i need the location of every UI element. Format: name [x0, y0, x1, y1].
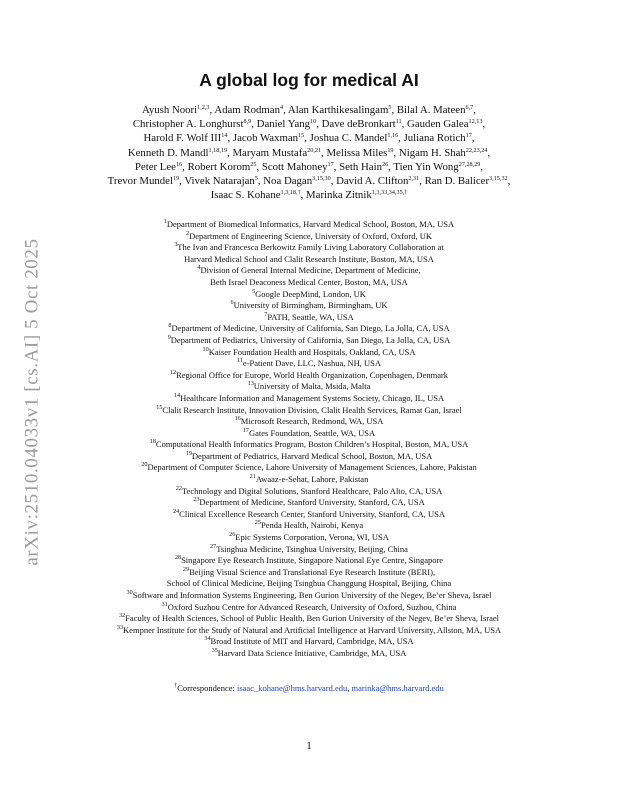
- correspondence-label: Correspondence:: [177, 683, 237, 693]
- affiliation-text: University of Malta, Msida, Malta: [253, 381, 371, 392]
- affiliation-item: [40, 544, 578, 556]
- affiliation-number: 17: [242, 426, 250, 434]
- affiliation-item: [40, 474, 578, 486]
- author-name: Christopher A. Longhurst: [132, 118, 244, 131]
- affiliation-text: Microsoft Research, Redmond, WA, USA: [240, 416, 384, 427]
- affiliation-number: 33: [116, 623, 124, 631]
- affiliation-number: 25: [254, 519, 261, 527]
- author-name: , Maryam Mustafa: [227, 146, 308, 159]
- affiliation-superscript: 1,18,19: [208, 146, 228, 154]
- affiliation-superscript: 5: [254, 175, 258, 183]
- affiliation-superscript: 17: [327, 160, 334, 168]
- affiliation-superscript: 25: [250, 160, 257, 168]
- affiliation-superscript: 4: [280, 104, 284, 111]
- affiliation-item: [40, 567, 578, 579]
- author-name: Isaac S. Kohane: [210, 189, 281, 202]
- affiliation-text: Clalit Research Institute, Innovation Division, Clalit Health Services, Ramat Gan, Israel: [162, 404, 462, 415]
- affiliation-item: [40, 265, 578, 277]
- affiliation-item: [40, 393, 578, 405]
- affiliation-text: Harvard Data Science Initiative, Cambridge, MA, USA: [217, 647, 407, 658]
- author-name: , Marinka Zitnik: [300, 189, 372, 202]
- author-name: , Melissa Miles: [321, 146, 388, 159]
- affiliation-item: [40, 497, 578, 509]
- author-line: [60, 103, 558, 117]
- author-name: ,: [507, 175, 511, 188]
- affiliation-superscript: 3,15,32: [489, 175, 508, 183]
- affiliation-text: Healthcare Information and Management Systems Society, Chicago, IL, USA: [180, 392, 445, 403]
- affiliation-item: [40, 578, 578, 590]
- affiliation-item: [40, 277, 578, 289]
- affiliation-item: [40, 555, 578, 567]
- email-link-kohane[interactable]: isaac_kohane@hms.harvard.edu: [236, 683, 348, 693]
- affiliation-number: 18: [149, 438, 156, 446]
- affiliation-superscript: 10: [310, 118, 317, 126]
- author-name: , David A. Clifton: [330, 175, 409, 188]
- affiliation-superscript: 17: [465, 132, 472, 140]
- author-name: , Gauden Galea: [401, 118, 469, 131]
- author-name: , Bilal A. Mateen: [391, 104, 466, 116]
- affiliation-item: [40, 625, 578, 637]
- affiliation-item: [40, 381, 578, 393]
- affiliation-list: [40, 219, 578, 660]
- affiliation-text: Department of Medicine, Stanford University, Stanford, CA, USA: [199, 497, 425, 508]
- author-name: Trevor Mundel: [107, 175, 173, 188]
- affiliation-item: [40, 439, 578, 451]
- affiliation-number: 15: [156, 403, 163, 411]
- author-name: ,: [471, 132, 475, 145]
- page-number: 1: [306, 740, 312, 752]
- author-name: ,: [473, 104, 476, 116]
- affiliation-text: University of Birmingham, Birmingham, UK: [233, 300, 388, 311]
- affiliation-number: 24: [172, 507, 180, 515]
- author-name: , Noa Dagan: [257, 175, 313, 188]
- affiliation-number: 13: [247, 380, 254, 388]
- affiliation-superscript: 1,3,18,†: [280, 189, 301, 197]
- dagger-mark: †: [174, 682, 178, 689]
- affiliation-item: [40, 428, 578, 440]
- affiliation-superscript: 1,16: [387, 132, 399, 140]
- affiliation-number: 8: [168, 322, 172, 330]
- affiliation-superscript: 11: [395, 118, 402, 126]
- author-line: [60, 131, 558, 145]
- affiliation-number: 9: [167, 333, 171, 341]
- affiliation-number: 27: [210, 542, 217, 550]
- affiliation-text: Department of Pediatrics, Harvard Medical School, Boston, MA, USA: [191, 450, 433, 461]
- affiliation-text: Software and Information Systems Engineering, Ben Gurion University of the Negev, Be’er Sheva, Israel: [132, 590, 492, 600]
- affiliation-text: e-Patient Dave, LLC, Nashua, NH, USA: [242, 358, 382, 369]
- affiliation-item: [40, 358, 578, 370]
- affiliation-superscript: 27,28,29: [458, 160, 481, 168]
- affiliation-text: Regional Office for Europe, World Health Organization, Copenhagen, Denmark: [176, 369, 449, 380]
- affiliation-number: 6: [230, 299, 234, 307]
- affiliation-text: Department of Computer Science, Lahore University of Management Sciences, Lahore, Pakistan: [147, 462, 477, 473]
- affiliation-item: [40, 590, 578, 602]
- author-name: , Daniel Yang: [251, 118, 311, 131]
- affiliation-number: 23: [193, 496, 200, 504]
- author-name: Ayush Noori: [142, 104, 198, 116]
- affiliation-item: [40, 254, 578, 266]
- affiliation-text: Tsinghua Medicine, Tsinghua University, Beijing, China: [216, 543, 408, 554]
- affiliation-number: 12: [169, 368, 177, 376]
- affiliation-number: 34: [204, 635, 211, 643]
- author-name: , Juliana Rotich: [398, 132, 466, 145]
- affiliation-text: Faculty of Health Sciences, School of Public Health, Ben Gurion University of the Negev, Be’er Sheva, Israel: [125, 613, 499, 624]
- affiliation-superscript: 16: [175, 160, 183, 168]
- affiliation-item: [40, 370, 578, 382]
- affiliation-number: 21: [249, 473, 256, 481]
- affiliation-text: Department of Biomedical Informatics, Harvard Medical School, Boston, MA, USA: [166, 219, 455, 229]
- affiliation-superscript: 1,3,33,34,35,†: [371, 189, 408, 197]
- affiliation-item: [40, 648, 578, 660]
- author-name: , Scott Mahoney: [256, 160, 328, 173]
- author-name: , Tien Yin Wong: [388, 160, 459, 173]
- author-name: ,: [480, 160, 484, 173]
- affiliation-item: [40, 451, 578, 463]
- affiliation-superscript: 3,15,30: [312, 175, 331, 183]
- affiliation-number: 14: [173, 391, 181, 399]
- affiliation-superscript: 5: [388, 104, 392, 111]
- email-separator: ,: [347, 683, 352, 693]
- affiliation-item: [40, 405, 578, 417]
- affiliation-superscript: 14: [221, 132, 228, 140]
- affiliation-text: Kempner Institute for the Study of Natural and Artificial Intelligence at Harvard University, Allston, MA, USA: [123, 624, 502, 635]
- affiliation-superscript: 26: [381, 160, 389, 168]
- affiliation-item: [40, 219, 578, 231]
- affiliation-text: Computational Health Informatics Program, Boston Children’s Hospital, Boston, MA, USA: [155, 439, 469, 450]
- affiliation-item: [40, 335, 578, 347]
- affiliation-number: 22: [175, 484, 182, 492]
- author-name: , Seth Hain: [333, 160, 382, 173]
- affiliation-item: [40, 520, 578, 532]
- author-name: , Vivek Natarajan: [179, 175, 255, 188]
- author-list: [60, 103, 558, 202]
- affiliation-number: 4: [197, 264, 201, 272]
- affiliation-number: 28: [174, 554, 182, 562]
- affiliation-item: [40, 323, 578, 335]
- affiliation-number: 5: [252, 287, 256, 295]
- affiliation-number: 16: [234, 415, 241, 423]
- affiliation-number: 30: [126, 589, 133, 596]
- author-name: ,: [487, 146, 491, 159]
- correspondence-line: [0, 683, 618, 693]
- affiliation-text: Department of Pediatrics, University of California, San Diego, La Jolla, CA, USA: [170, 334, 451, 345]
- affiliation-text: Clinical Excellence Research Center, Stanford University, Stanford, CA, USA: [179, 508, 446, 519]
- author-line: [60, 146, 558, 160]
- author-name: , Dave deBronkart: [316, 118, 396, 131]
- author-line: [60, 117, 558, 131]
- affiliation-superscript: 20,21: [307, 146, 322, 154]
- affiliation-text: Penda Health, Nairobi, Kenya: [260, 520, 364, 531]
- affiliation-text: Gates Foundation, Seattle, WA, USA: [249, 427, 376, 438]
- affiliation-text: Broad Institute of MIT and Harvard, Cambridge, MA, USA: [210, 636, 414, 647]
- email-link-zitnik[interactable]: marinka@hms.harvard.edu: [351, 683, 444, 693]
- affiliation-number: 29: [182, 565, 190, 573]
- affiliation-number: 2: [186, 229, 190, 237]
- affiliation-text: School of Clinical Medicine, Beijing Tsinghua Changgung Hospital, Beijing, China: [166, 578, 452, 589]
- affiliation-number: 31: [161, 600, 168, 608]
- affiliation-item: [40, 486, 578, 498]
- affiliation-number: 26: [229, 531, 236, 539]
- affiliation-superscript: 1,2,3: [197, 104, 210, 111]
- author-name: , Joshua C. Mandel: [304, 132, 388, 145]
- affiliation-superscript: 19: [172, 175, 180, 183]
- affiliation-text: Singapore Eye Research Institute, Singapore National Eye Centre, Singapore: [181, 555, 444, 566]
- author-line: [60, 174, 558, 188]
- affiliation-number: 11: [236, 357, 243, 365]
- paper-title: A global log for medical AI: [199, 70, 419, 90]
- author-name: , Robert Korom: [182, 160, 251, 173]
- author-line: [60, 188, 558, 202]
- affiliation-text: PATH, Seattle, WA, USA: [267, 311, 354, 322]
- author-name: ,: [482, 118, 486, 131]
- affiliation-superscript: 8,9: [243, 118, 252, 126]
- affiliation-item: [40, 347, 578, 359]
- affiliation-item: [40, 231, 578, 243]
- affiliation-text: Department of Medicine, University of California, San Diego, La Jolla, CA, USA: [171, 323, 450, 334]
- affiliation-text: Beth Israel Deaconess Medical Center, Boston, MA, USA: [210, 276, 408, 287]
- author-line: [60, 160, 558, 174]
- affiliation-text: Oxford Suzhou Centre for Advanced Research, University of Oxford, Suzhou, China: [167, 601, 457, 612]
- affiliation-superscript: 22,23,24: [465, 146, 488, 154]
- author-name: , Adam Rodman: [209, 104, 280, 116]
- affiliation-text: Technology and Digital Solutions, Stanford Healthcare, Palo Alto, CA, USA: [181, 485, 443, 496]
- affiliation-number: 7: [264, 310, 268, 318]
- affiliation-number: 1: [163, 218, 167, 225]
- author-name: Harold F. Wolf III: [143, 132, 222, 145]
- affiliation-superscript: 2,31: [408, 175, 420, 183]
- affiliation-number: 32: [118, 612, 126, 620]
- affiliation-text: The Ivan and Francesca Berkowitz Family Living Laboratory Collaboration at: [177, 242, 444, 253]
- affiliation-superscript: 15: [298, 132, 305, 140]
- affiliation-item: [40, 300, 578, 312]
- arxiv-identifier-text: arXiv:2510.04033v1 [cs.AI] 5 Oct 2025: [22, 238, 44, 566]
- affiliation-item: [40, 532, 578, 544]
- affiliation-text: Beijing Visual Science and Translational Eye Research Institute (BERI),: [189, 566, 436, 577]
- affiliation-item: [40, 509, 578, 521]
- author-name: , Alan Karthikesalingam: [283, 104, 389, 116]
- affiliation-text: Google DeepMind, London, UK: [255, 288, 366, 299]
- affiliation-text: Department of Engineering Science, University of Oxford, Oxford, UK: [189, 230, 432, 241]
- author-name: , Ran D. Balicer: [419, 175, 490, 188]
- author-name: , Jacob Waxman: [227, 132, 299, 145]
- affiliation-superscript: 19: [387, 146, 394, 154]
- affiliation-superscript: 12,13: [468, 118, 483, 126]
- author-name: , Nigam H. Shah: [393, 146, 466, 159]
- affiliation-item: [40, 416, 578, 428]
- affiliation-item: [40, 636, 578, 648]
- affiliation-text: Kaiser Foundation Health and Hospitals, Oakland, CA, USA: [208, 346, 416, 357]
- affiliation-item: [40, 242, 578, 254]
- affiliation-number: 3: [174, 241, 178, 249]
- affiliation-text: Epic Systems Corporation, Verona, WI, USA: [235, 532, 389, 543]
- affiliation-text: Harvard Medical School and Clalit Research Institute, Boston, MA, USA: [184, 253, 434, 264]
- affiliation-number: 35: [211, 646, 218, 654]
- affiliation-item: [40, 462, 578, 474]
- affiliation-number: 19: [185, 449, 192, 457]
- affiliation-item: [40, 289, 578, 301]
- affiliation-number: 10: [202, 345, 209, 353]
- affiliation-superscript: 6,7: [465, 104, 474, 111]
- affiliation-text: Division of General Internal Medicine, Department of Medicine,: [200, 265, 421, 276]
- affiliation-number: 20: [141, 461, 148, 469]
- affiliation-item: [40, 312, 578, 324]
- author-name: Peter Lee: [134, 160, 176, 173]
- author-name: Kenneth D. Mandl: [127, 146, 209, 159]
- affiliation-text: Awaaz-e-Sehat, Lahore, Pakistan: [255, 474, 369, 485]
